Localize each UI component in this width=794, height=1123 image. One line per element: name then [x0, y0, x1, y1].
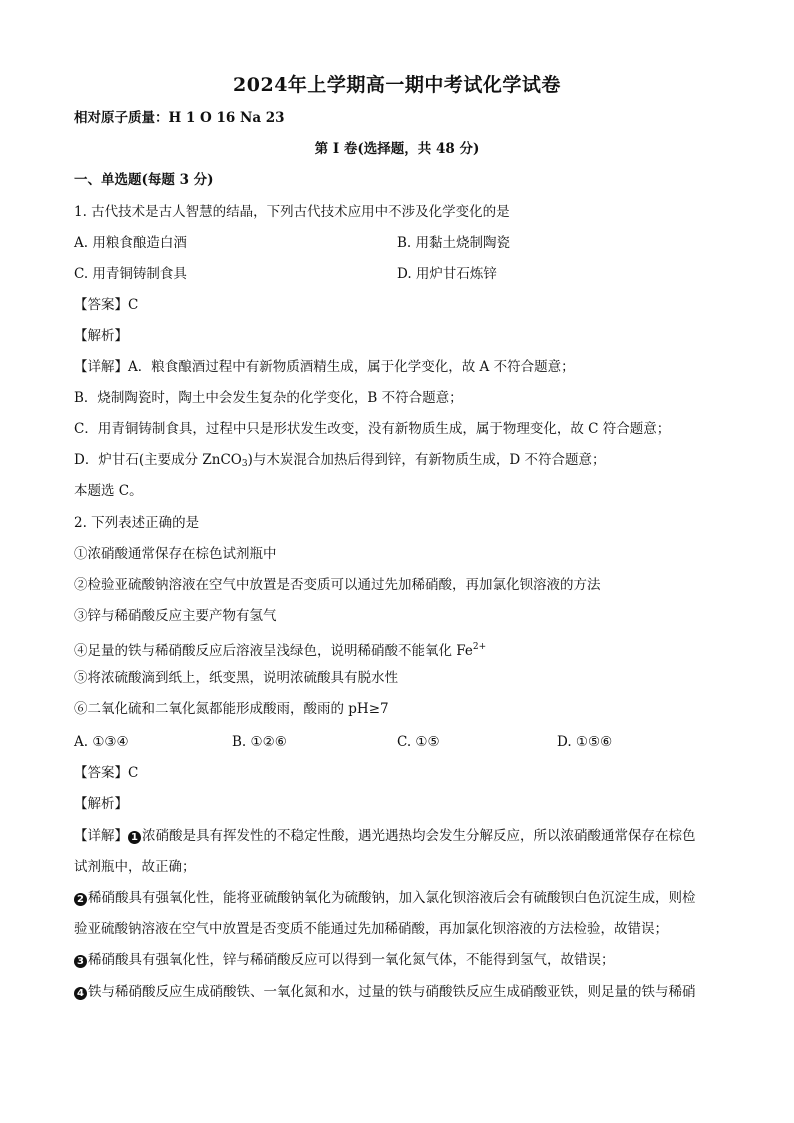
- q1-analysis-label: 【解析】: [74, 328, 128, 344]
- q1-option-a: A. 用粮食酿造白酒: [74, 235, 187, 251]
- q2-analysis-label: 【解析】: [74, 796, 128, 812]
- q1-detail-3: C．用青铜铸制食具，过程中只是形状发生改变，没有新物质生成，属于物理变化，故 C 符合题意；: [74, 421, 671, 437]
- q2-statement-4-text: ④足量的铁与稀硝酸反应后溶液呈浅绿色，说明稀硝酸不能氧化 Fe: [74, 643, 473, 659]
- circled-number-4-icon: 4: [74, 987, 87, 1000]
- q1-answer: 【答案】C: [74, 297, 139, 313]
- q2-statement-1: ①浓硝酸通常保存在棕色试剂瓶中: [74, 546, 277, 562]
- q2-statement-4-superscript: 2+: [472, 642, 487, 652]
- q1-detail-4-pre: D．炉甘石(主要成分 ZnCO: [74, 452, 242, 468]
- q2-detail-2-continued: 验亚硫酸钠溶液在空气中放置是否变质不能通过先加稀硝酸，再加氯化钡溶液的方法检验，故错误；: [74, 921, 668, 937]
- q2-detail-3-text: 稀硝酸具有强氧化性，锌与稀硝酸反应可以得到一氧化氮气体，不能得到氢气，故错误；: [88, 952, 615, 968]
- q2-stem: 2. 下列表述正确的是: [74, 515, 200, 531]
- circled-number-1-icon: 1: [128, 831, 141, 844]
- q2-option-d: D. ①⑤⑥: [557, 734, 613, 750]
- q1-detail-1: 【详解】A．粮食酿酒过程中有新物质酒精生成，属于化学变化，故 A 不符合题意；: [74, 359, 575, 375]
- q2-statement-5: ⑤将浓硫酸滴到纸上，纸变黑，说明浓硫酸具有脱水性: [74, 670, 398, 686]
- q1-detail-4-subscript: 3: [241, 459, 248, 469]
- q2-detail-1-label: 【详解】: [74, 828, 128, 844]
- q2-detail-2: [74, 889, 696, 907]
- q1-detail-4-post: )与木炭混合加热后得到锌，有新物质生成，D 不符合题意；: [247, 452, 606, 468]
- q2-answer: 【答案】C: [74, 765, 139, 781]
- q2-statement-4: [74, 638, 486, 660]
- q2-option-b: B. ①②⑥: [232, 734, 287, 750]
- circled-number-2-icon: 2: [74, 893, 87, 906]
- q2-statement-2: ②检验亚硫酸钠溶液在空气中放置是否变质可以通过先加稀硝酸，再加氯化钡溶液的方法: [74, 577, 601, 593]
- q2-statement-6: ⑥二氧化硫和二氧化氮都能形成酸雨，酸雨的 pH≥7: [74, 701, 389, 717]
- q2-option-a: A. ①③④: [74, 734, 129, 750]
- q2-detail-2-text: 稀硝酸具有强氧化性，能将亚硫酸钠氧化为硫酸钠，加入氯化钡溶液后会有硫酸钡白色沉淀生成，则检: [88, 890, 696, 906]
- q1-conclusion: 本题选 C。: [74, 483, 143, 499]
- q2-detail-1-text: 浓硝酸是具有挥发性的不稳定性酸，遇光遇热均会发生分解反应，所以浓硝酸通常保存在棕色: [142, 828, 696, 844]
- section-heading: 第 I 卷(选择题，共 48 分): [314, 141, 480, 157]
- q2-detail-1-continued: 试剂瓶中，故正确；: [74, 859, 196, 875]
- atomic-mass-line: 相对原子质量：H 1 O 16 Na 23: [74, 110, 285, 126]
- q2-statement-3: ③锌与稀硝酸反应主要产物有氢气: [74, 608, 277, 624]
- q2-option-c: C. ①⑤: [397, 734, 440, 750]
- q2-detail-3: [74, 951, 615, 969]
- circled-number-3-icon: 3: [74, 955, 87, 968]
- q2-detail-4-text: 铁与稀硝酸反应生成硝酸铁、一氧化氮和水，过量的铁与硝酸铁反应生成硝酸亚铁，则足量的铁与稀硝: [88, 984, 696, 1000]
- q1-option-d: D. 用炉甘石炼锌: [397, 266, 497, 282]
- q2-detail-4: [74, 983, 696, 1001]
- q1-detail-4: [74, 451, 605, 473]
- q1-stem: 1. 古代技术是古人智慧的结晶，下列古代技术应用中不涉及化学变化的是: [74, 204, 510, 220]
- q1-option-c: C. 用青铜铸制食具: [74, 266, 187, 282]
- part-heading: 一、单选题(每题 3 分): [74, 172, 214, 188]
- q1-detail-2: B．烧制陶瓷时，陶土中会发生复杂的化学变化，B 不符合题意；: [74, 390, 463, 406]
- q2-detail-1: [74, 827, 696, 845]
- page-title: 2024年上学期高一期中考试化学试卷: [233, 74, 561, 96]
- q1-option-b: B. 用黏土烧制陶瓷: [397, 235, 511, 251]
